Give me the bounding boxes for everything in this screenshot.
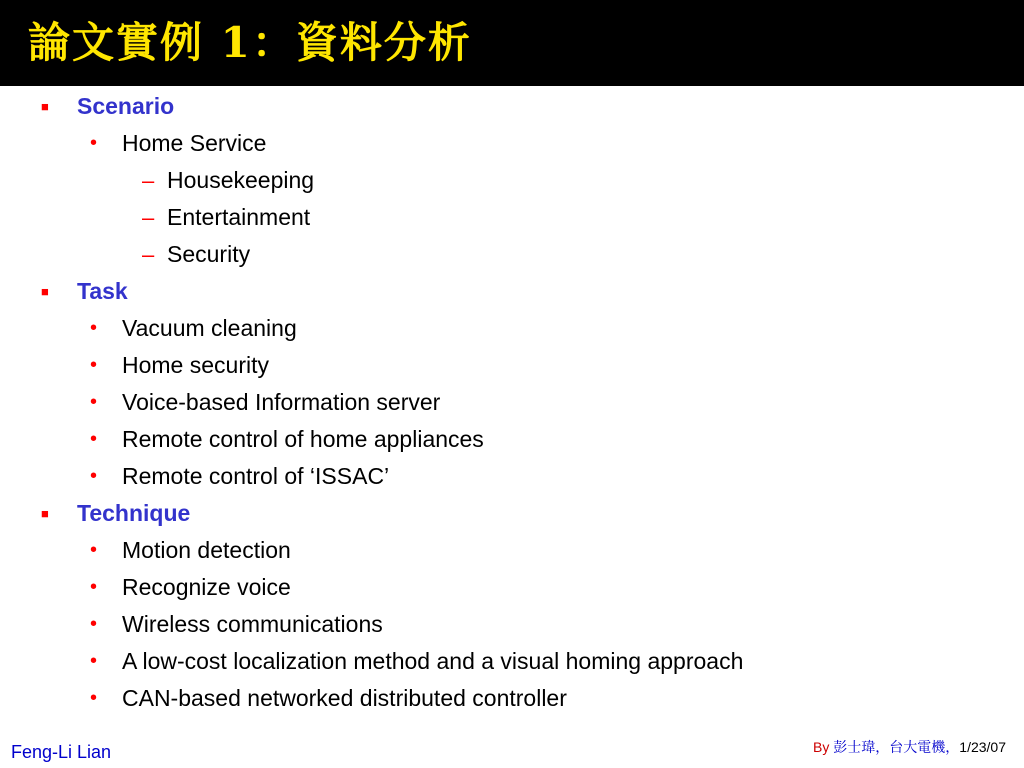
list-item-label: Remote control of home appliances: [122, 426, 484, 452]
square-bullet-icon: ■: [41, 506, 49, 521]
section-technique: [41, 495, 191, 532]
dot-bullet-icon: •: [90, 132, 98, 154]
list-item: [90, 458, 390, 495]
section-task: [41, 273, 128, 310]
list-item: [90, 384, 441, 421]
list-item-label: Wireless communications: [122, 611, 383, 637]
list-item: [90, 643, 744, 680]
dot-bullet-icon: •: [90, 650, 98, 672]
sub-list-item-label: Security: [167, 241, 251, 267]
list-item: [90, 421, 484, 458]
dash-bullet-icon: –: [142, 205, 155, 230]
square-bullet-icon: ■: [41, 99, 49, 114]
list-item-label: Recognize voice: [122, 574, 291, 600]
list-item: [90, 125, 267, 162]
footer-credit: [813, 736, 1006, 758]
list-item-label: Voice-based Information server: [122, 389, 441, 415]
footer-author: Feng-Li Lian: [11, 742, 112, 762]
section-scenario: [41, 88, 175, 125]
slide-title: 論文實例 1：資料分析: [28, 18, 472, 67]
square-bullet-icon: ■: [41, 284, 49, 299]
section-heading: Scenario: [77, 93, 175, 119]
list-item-label: A low-cost localization method and a visual homing approach: [122, 648, 744, 674]
list-item-label: Home Service: [122, 130, 267, 156]
list-item-label: Home security: [122, 352, 269, 378]
sub-list-item: [142, 236, 251, 273]
dash-bullet-icon: –: [142, 168, 155, 193]
list-item: [90, 347, 269, 384]
list-item-label: Vacuum cleaning: [122, 315, 297, 341]
list-item-label: CAN-based networked distributed controller: [122, 685, 567, 711]
dot-bullet-icon: •: [90, 576, 98, 598]
dot-bullet-icon: •: [90, 391, 98, 413]
dot-bullet-icon: •: [90, 428, 98, 450]
section-heading: Task: [77, 278, 128, 304]
sub-list-item: [142, 199, 311, 236]
dot-bullet-icon: •: [90, 687, 98, 709]
dot-bullet-icon: •: [90, 465, 98, 487]
dot-bullet-icon: •: [90, 354, 98, 376]
title-bar: [0, 0, 1024, 86]
list-item: [90, 606, 383, 643]
sub-list-item: [142, 162, 315, 199]
dash-bullet-icon: –: [142, 242, 155, 267]
list-item: [90, 569, 291, 606]
footer-by-prefix: By: [813, 739, 830, 755]
list-item-label: Remote control of ‘ISSAC’: [122, 463, 390, 489]
dot-bullet-icon: •: [90, 317, 98, 339]
footer-credit-text: 彭士瑋，台大電機，: [833, 739, 960, 755]
dot-bullet-icon: •: [90, 613, 98, 635]
sub-list-item-label: Housekeeping: [167, 167, 315, 193]
dot-bullet-icon: •: [90, 539, 98, 561]
footer-date: 1/23/07: [959, 739, 1006, 755]
sub-list-item-label: Entertainment: [167, 204, 311, 230]
section-heading: Technique: [77, 500, 191, 526]
list-item: [90, 310, 297, 347]
list-item: [90, 680, 567, 717]
list-item: [90, 532, 291, 569]
list-item-label: Motion detection: [122, 537, 291, 563]
